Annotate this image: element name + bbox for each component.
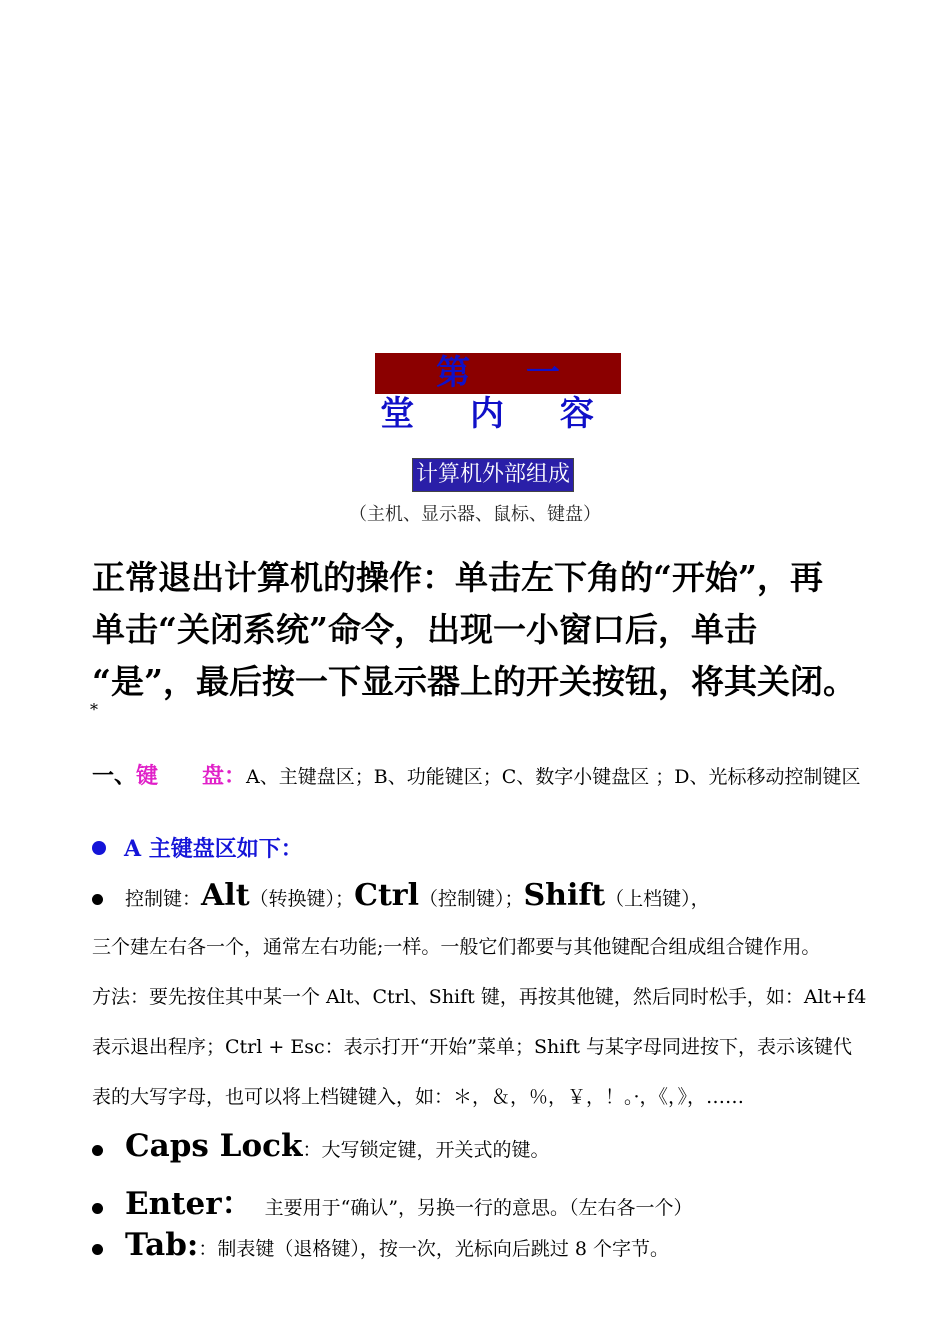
- list-item: [92, 1128, 550, 1164]
- paragraph: 方法：要先按住其中某一个 Alt、Ctrl、Shift 键，再按其他键，然后同时松手，如：Alt+f4: [92, 986, 867, 1008]
- main-keyboard-heading: [92, 832, 303, 863]
- shutdown-line-1: 正常退出计算机的操作：单击左下角的“开始”，再: [92, 558, 823, 597]
- list-item: [92, 1178, 693, 1223]
- paragraph: 表示退出程序；Ctrl + Esc：表示打开“开始”菜单；Shift 与某字母同进按下，表示该键代: [92, 1036, 853, 1058]
- shutdown-line-2: 单击“关闭系统”命令，出现一小窗口后，单击: [92, 610, 757, 649]
- control-keys-row: [92, 878, 710, 913]
- tab-desc: ：制表键（退格键），按一次，光标向后跳过 8 个字节。: [198, 1238, 669, 1260]
- alt-key-label: Alt: [201, 878, 250, 913]
- ctrl-key-desc: （控制键）；: [419, 888, 524, 910]
- footnote-star: *: [90, 700, 98, 719]
- shift-key-label: Shift: [523, 878, 606, 913]
- caps-lock-key-label: Caps Lock: [125, 1128, 303, 1164]
- paragraph: 三个建左右各一个，通常左右功能;一样。一般它们都要与其他键配合组成组合键作用。: [92, 936, 821, 958]
- bullet-icon: [92, 1203, 103, 1214]
- list-item: [92, 1227, 669, 1263]
- section-number: 一、: [92, 763, 137, 789]
- bullet-icon: [92, 1145, 103, 1156]
- bullet-icon: [92, 1244, 103, 1255]
- bullet-icon: [92, 841, 106, 855]
- keyboard-section: [92, 758, 912, 795]
- shift-key-desc: （上档键），: [605, 888, 710, 910]
- shutdown-instructions: [92, 552, 942, 708]
- page-title: 第 一 堂 内 容: [375, 353, 621, 394]
- section-label: 键 盘：: [136, 763, 247, 789]
- alt-key-desc: （转换键）；: [249, 888, 355, 910]
- subtitle-note: （主机、显示器、鼠标、键盘）: [349, 504, 601, 525]
- ctrl-key-label: Ctrl: [354, 878, 419, 913]
- tab-key-label: Tab:: [125, 1227, 199, 1263]
- bullet-icon: [92, 894, 103, 905]
- control-keys-intro: 控制键：: [125, 888, 202, 910]
- enter-desc: 主要用于“确认”，另换一行的意思。（左右各一个）: [252, 1197, 693, 1219]
- section-text: A、主键盘区；B、功能键区；C、数字小键盘区 ；D、光标移动控制键区: [246, 766, 861, 788]
- section-subtitle: 计算机外部组成: [412, 458, 574, 492]
- main-keyboard-heading-text: A 主键盘区如下：: [124, 836, 303, 862]
- paragraph: 表的大写字母，也可以将上档键键入，如：＊，＆，％，￥，！。·，《，》，……: [92, 1086, 745, 1108]
- enter-key-label: Enter：: [125, 1186, 253, 1222]
- caps-lock-desc: ：大写锁定键，开关式的键。: [302, 1139, 550, 1161]
- shutdown-line-3: “是”，最后按一下显示器上的开关按钮，将其关闭。: [92, 662, 856, 701]
